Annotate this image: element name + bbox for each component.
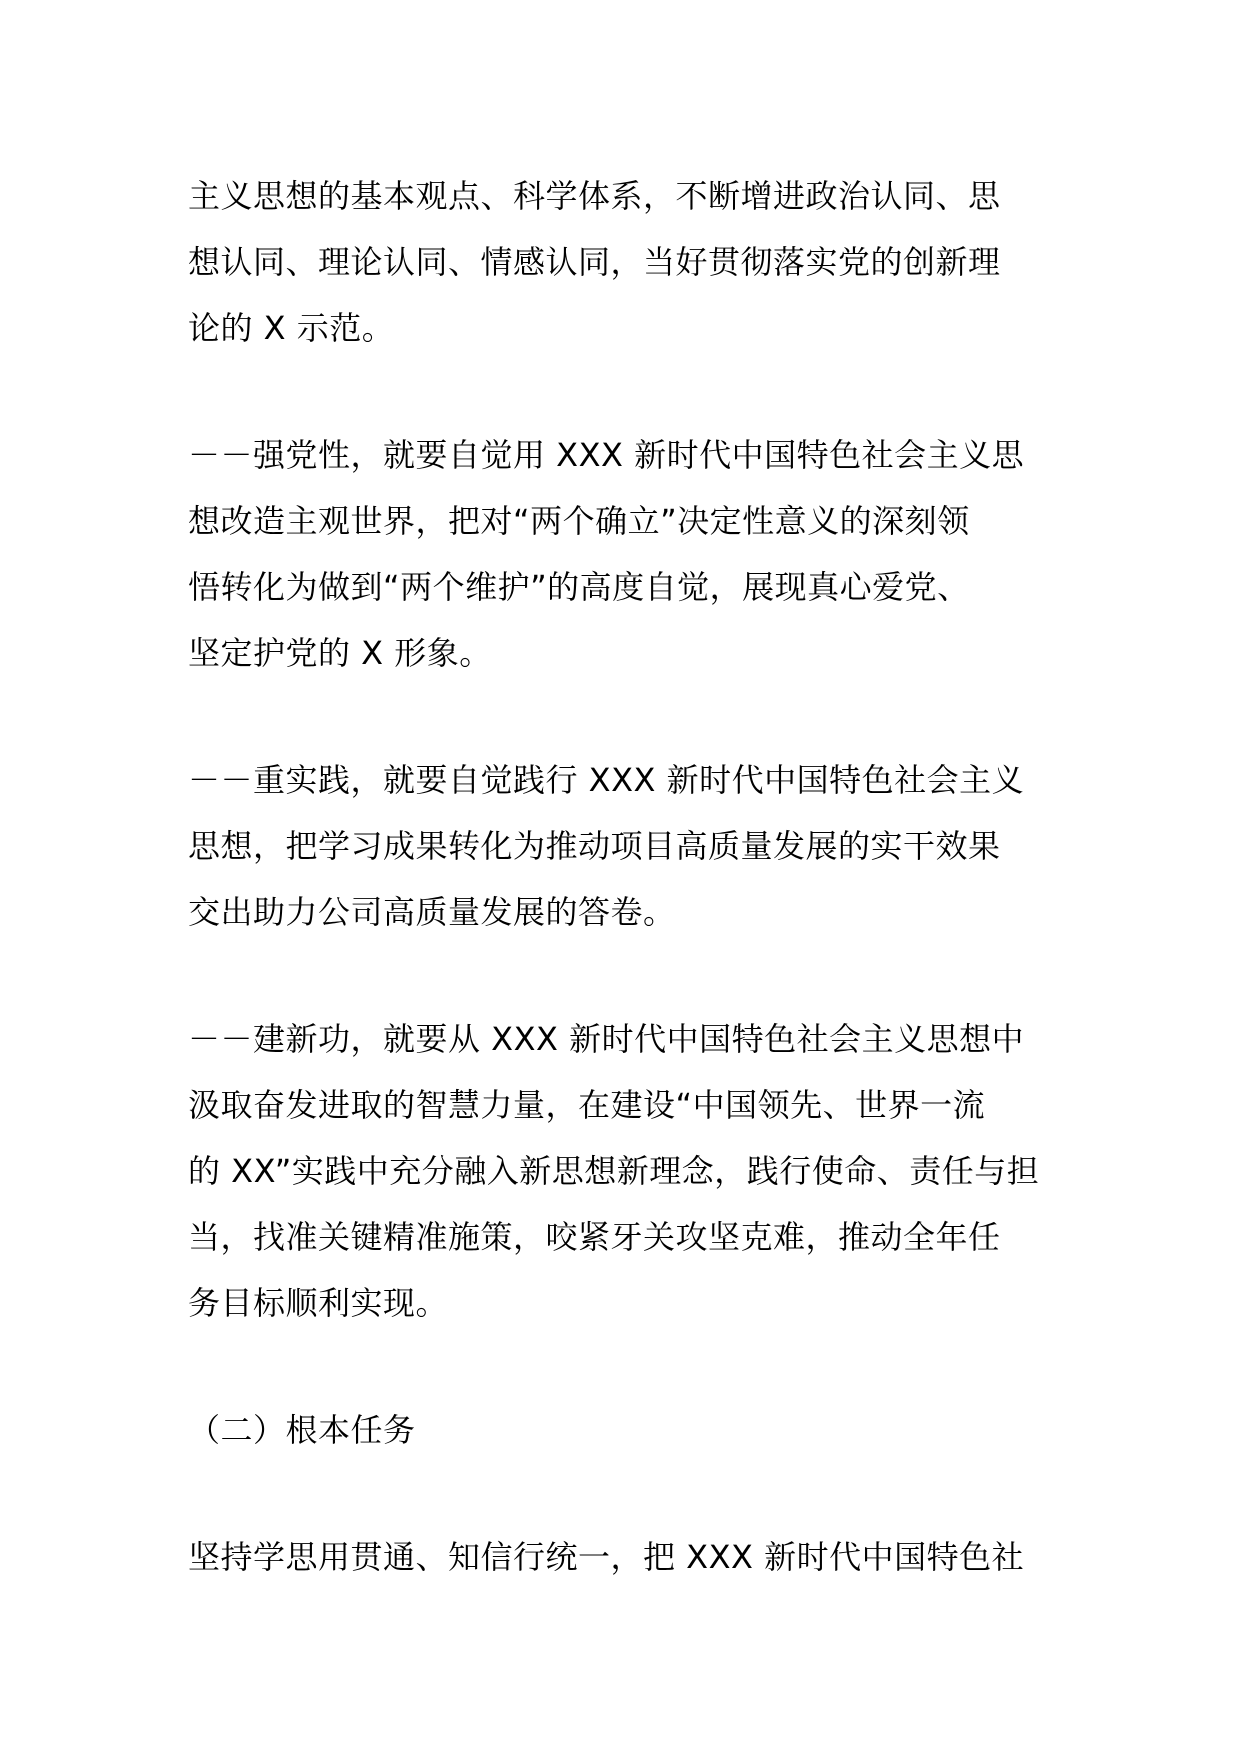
paragraph-line: 务目标顺利实现。: [188, 1284, 449, 1322]
paragraph-line: 交出助力公司高质量发展的答卷。: [188, 893, 676, 931]
paragraph-line: 论的 X 示范。: [188, 309, 395, 347]
section-heading: （二）根本任务: [188, 1411, 416, 1449]
paragraph-line: －－强党性，就要自觉用 XXX 新时代中国特色社会主义思: [188, 436, 1025, 474]
paragraph-line: 坚持学思用贯通、知信行统一，把 XXX 新时代中国特色社: [188, 1538, 1025, 1576]
paragraph-line: 思想，把学习成果转化为推动项目高质量发展的实干效果: [188, 827, 1001, 865]
paragraph-line: 想改造主观世界，把对“两个确立”决定性意义的深刻领: [188, 502, 970, 540]
paragraph-line: －－建新功，就要从 XXX 新时代中国特色社会主义思想中: [188, 1020, 1025, 1058]
paragraph-line: 的 XX”实践中充分融入新思想新理念，践行使命、责任与担: [188, 1152, 1040, 1190]
paragraph-line: 主义思想的基本观点、科学体系，不断增进政治认同、思: [188, 177, 1001, 215]
paragraph-line: －－重实践，就要自觉践行 XXX 新时代中国特色社会主义: [188, 761, 1025, 799]
paragraph-line: 汲取奋发进取的智慧力量，在建设“中国领先、世界一流: [188, 1086, 986, 1124]
paragraph-line: 悟转化为做到“两个维护”的高度自觉，展现真心爱党、: [188, 568, 970, 606]
paragraph-line: 想认同、理论认同、情感认同，当好贯彻落实党的创新理: [188, 243, 1001, 281]
paragraph-line: 坚定护党的 X 形象。: [188, 634, 492, 672]
paragraph-line: 当，找准关键精准施策，咬紧牙关攻坚克难，推动全年任: [188, 1218, 1001, 1256]
